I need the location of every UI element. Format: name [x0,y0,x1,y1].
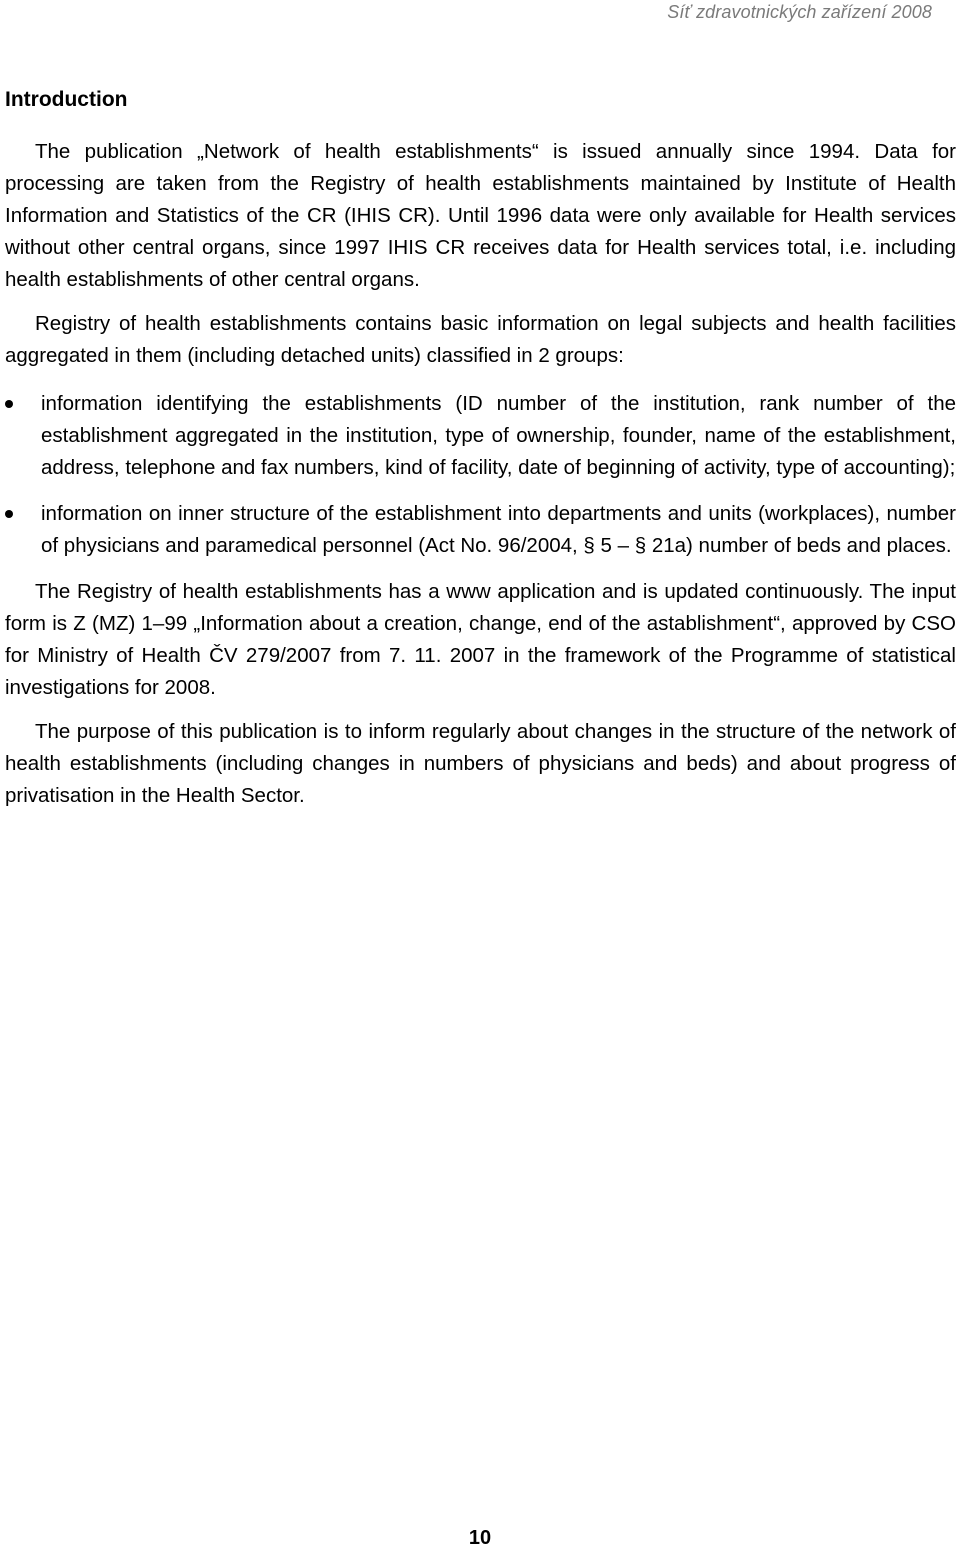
list-item [5,388,956,484]
list-item-text: information on inner structure of the establishment into departments and units (workplaces), number of physicians and paramedical personnel (Act No. 96/2004, § 5 – § 21a) number of beds and places. [41,502,956,557]
paragraph-intro: The publication „Network of health establishments“ is issued annually since 1994. Data for processing are taken from the Registry of health establishments maintained by Institute of Health Information and Statistics of the CR (IHIS CR). Until 1996 data were only available for Health services without other central organs, since 1997 IHIS CR receives data for Health services total, i.e. including health establishments of other central organs. [5,140,956,291]
paragraph-www-application: The Registry of health establishments has a www application and is updated continuously. The input form is Z (MZ) 1–99 „Information about a creation, change, end of the astablishment“, approved by CSO for Ministry of Health ČV 279/2007 from 7. 11. 2007 in the framework of the Programme of statistical investigations for 2008. [5,580,956,699]
list-item [5,498,956,562]
section-heading: Introduction [5,88,128,111]
bullet-icon [5,510,13,518]
page-number: 10 [468,1527,492,1549]
document-body [5,86,956,812]
running-header-title: Síť zdravotnických zařízení 2008 [667,2,932,22]
bullet-icon [5,400,13,408]
info-groups-list [5,388,956,562]
paragraph-registry: Registry of health establishments contains basic information on legal subjects and health facilities aggregated in them (including detached units) classified in 2 groups: [5,312,956,367]
paragraph-purpose: The purpose of this publication is to inform regularly about changes in the structure of the network of health establishments (including changes in numbers of physicians and beds) and about progress of privatisation in the Health Sector. [5,720,956,807]
list-item-text: information identifying the establishments (ID number of the institution, rank number of the establishment aggregated in the institution, type of ownership, founder, name of the establishment, address, telephone and fax numbers, kind of facility, date of beginning of activity, type of accounting); [41,392,956,479]
